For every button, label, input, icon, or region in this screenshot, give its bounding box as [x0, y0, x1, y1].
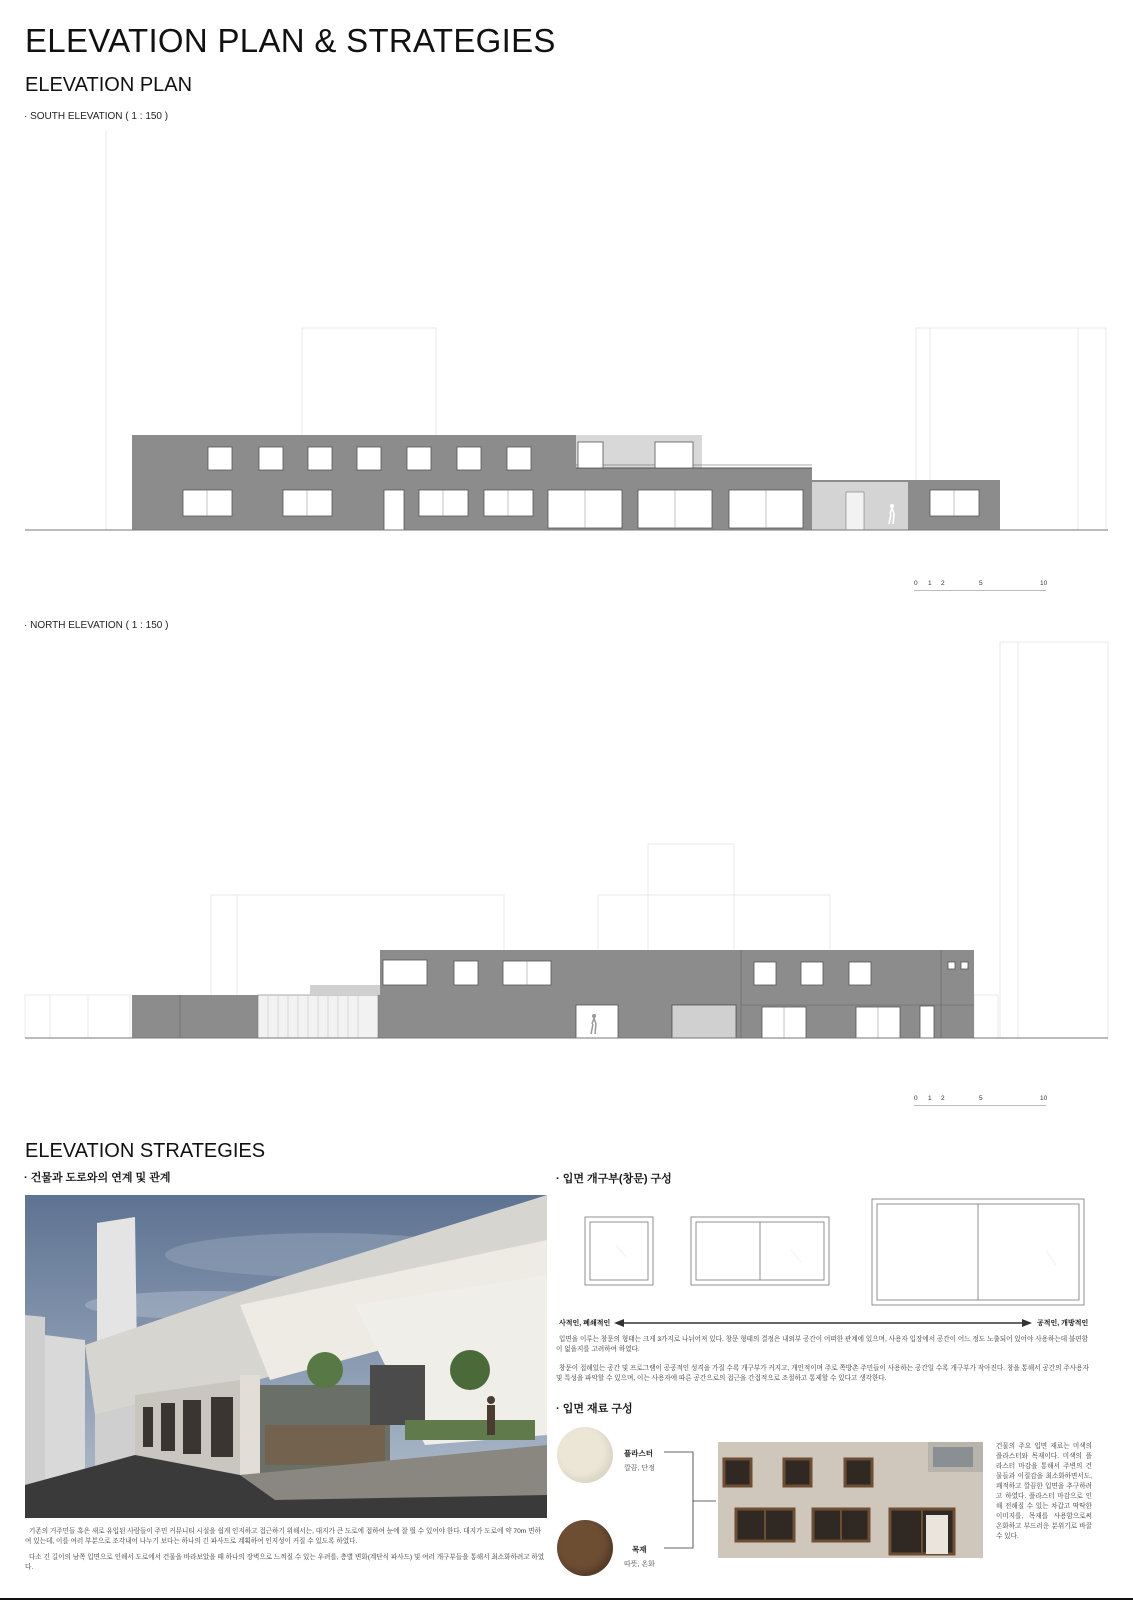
scale-tick: 2 — [941, 580, 945, 587]
street-rendering-image — [25, 1195, 547, 1518]
plaster-description: 깔끔, 단정 — [624, 1465, 655, 1472]
page-title: ELEVATION PLAN & STRATEGIES — [25, 22, 556, 59]
scale-tick: 1 — [928, 580, 932, 587]
wood-swatch — [557, 1520, 613, 1576]
material-connector-lines — [660, 1448, 720, 1558]
street-paragraph-2: 다소 긴 길이의 남쪽 입면으로 인해서 도로에서 건물을 바라보았을 때 하나의 장벽으로 느껴질 수 있는 우려를, 층별 변화(계단식 파사드) 및 여러 개구부들을 통해서 최소화하려고 하였다. — [25, 1554, 545, 1571]
openings-label: · 입면 개구부(창문) 구성 — [556, 1173, 672, 1185]
north-scale-bar — [914, 1095, 1049, 1109]
public-end-label: 공적인, 개방적인 — [1037, 1320, 1089, 1327]
north-building — [132, 950, 974, 1038]
north-elevation-label: · NORTH ELEVATION ( 1 : 150 ) — [24, 620, 169, 631]
scale-tick: 10 — [1040, 580, 1048, 587]
openings-paragraph-2: 창문이 접해있는 공간 및 프로그램이 공공적인 성격을 가질 수록 개구부가 커지고, 개인적이며 주로 쪽방촌 주민들이 사용하는 공간일 수록 개구부가 작아진다. 창을 통해서 공간의 주사용자 및 특성을 파악할 수 있으며, 이는 사용자에 따른 공간으로의 접근을 간접적으로 조절하고 통제할 수 있다고 생각한다. — [556, 1365, 1089, 1382]
materials-label: · 입면 재료 구성 — [556, 1403, 633, 1415]
window-types-diagram — [556, 1195, 1101, 1335]
street-relation-label: · 건물과 도로와의 연계 및 관계 — [24, 1172, 171, 1184]
street-paragraph-1: 기존의 거주민들 혹은 새로 유입된 사람들이 주민 커뮤니티 시설을 쉽게 인지하고 접근하기 위해서는, 대지가 큰 도로에 접하여 눈에 잘 띌 수 있어야 한다. 대지가 도로에 약 70m 면하여 있는데, 이를 여러 부분으로 조각내어 나누기 보다는 하나의 긴 파사드로 계획하여 인지성이 커질 수 있도록 하였다. — [25, 1528, 541, 1545]
elevation-strategies-heading: ELEVATION STRATEGIES — [25, 1140, 266, 1162]
scale-tick: 10 — [1040, 1095, 1048, 1102]
south-elevation-label: · SOUTH ELEVATION ( 1 : 150 ) — [24, 111, 169, 122]
south-scale-bar — [914, 580, 1049, 594]
scale-tick: 2 — [941, 1095, 945, 1102]
plaster-name: 플라스터 — [624, 1449, 653, 1458]
south-elevation-drawing — [0, 120, 1133, 560]
elevation-plan-heading: ELEVATION PLAN — [25, 74, 193, 96]
plaster-swatch — [557, 1427, 613, 1483]
wood-description: 따뜻, 온화 — [624, 1561, 655, 1568]
scale-tick: 0 — [914, 580, 918, 587]
openings-paragraph-1: 입면을 이루는 창문의 형태는 크게 3가지로 나뉘어져 있다. 창문 형태의 결정은 내외부 공간이 어떠한 관계에 있으며, 사용자 입장에서 공간이 어느 정도 노출되어 있어야 사용하는데 불편함이 없을지를 고려하여 하였다. — [556, 1336, 1089, 1353]
materials-description: 건물의 주요 입면 재료는 미색의 플라스터와 목재이다. 미색의 플라스터 마감을 통해서 주변의 건물들과 이질감을 최소화하면서도, 쾌적하고 깔끔한 입면을 추구하려고 하였다. 플라스터 마감으로 인해 전해질 수 있는 차갑고 딱딱한 이미지를, 목재를 사용함으로써 온화하고 부드러운 분위기로 바꿀 수 있다. — [996, 1443, 1092, 1540]
window-type-small — [585, 1217, 653, 1285]
facade-material-image — [718, 1442, 983, 1558]
scale-tick: 0 — [914, 1095, 918, 1102]
south-building — [132, 435, 1000, 530]
scale-tick: 5 — [979, 1095, 983, 1102]
private-end-label: 사적인, 폐쇄적인 — [559, 1320, 611, 1327]
scale-tick: 1 — [928, 1095, 932, 1102]
wood-name: 목재 — [632, 1545, 647, 1554]
scale-tick: 5 — [979, 580, 983, 587]
north-elevation-drawing — [0, 630, 1133, 1070]
